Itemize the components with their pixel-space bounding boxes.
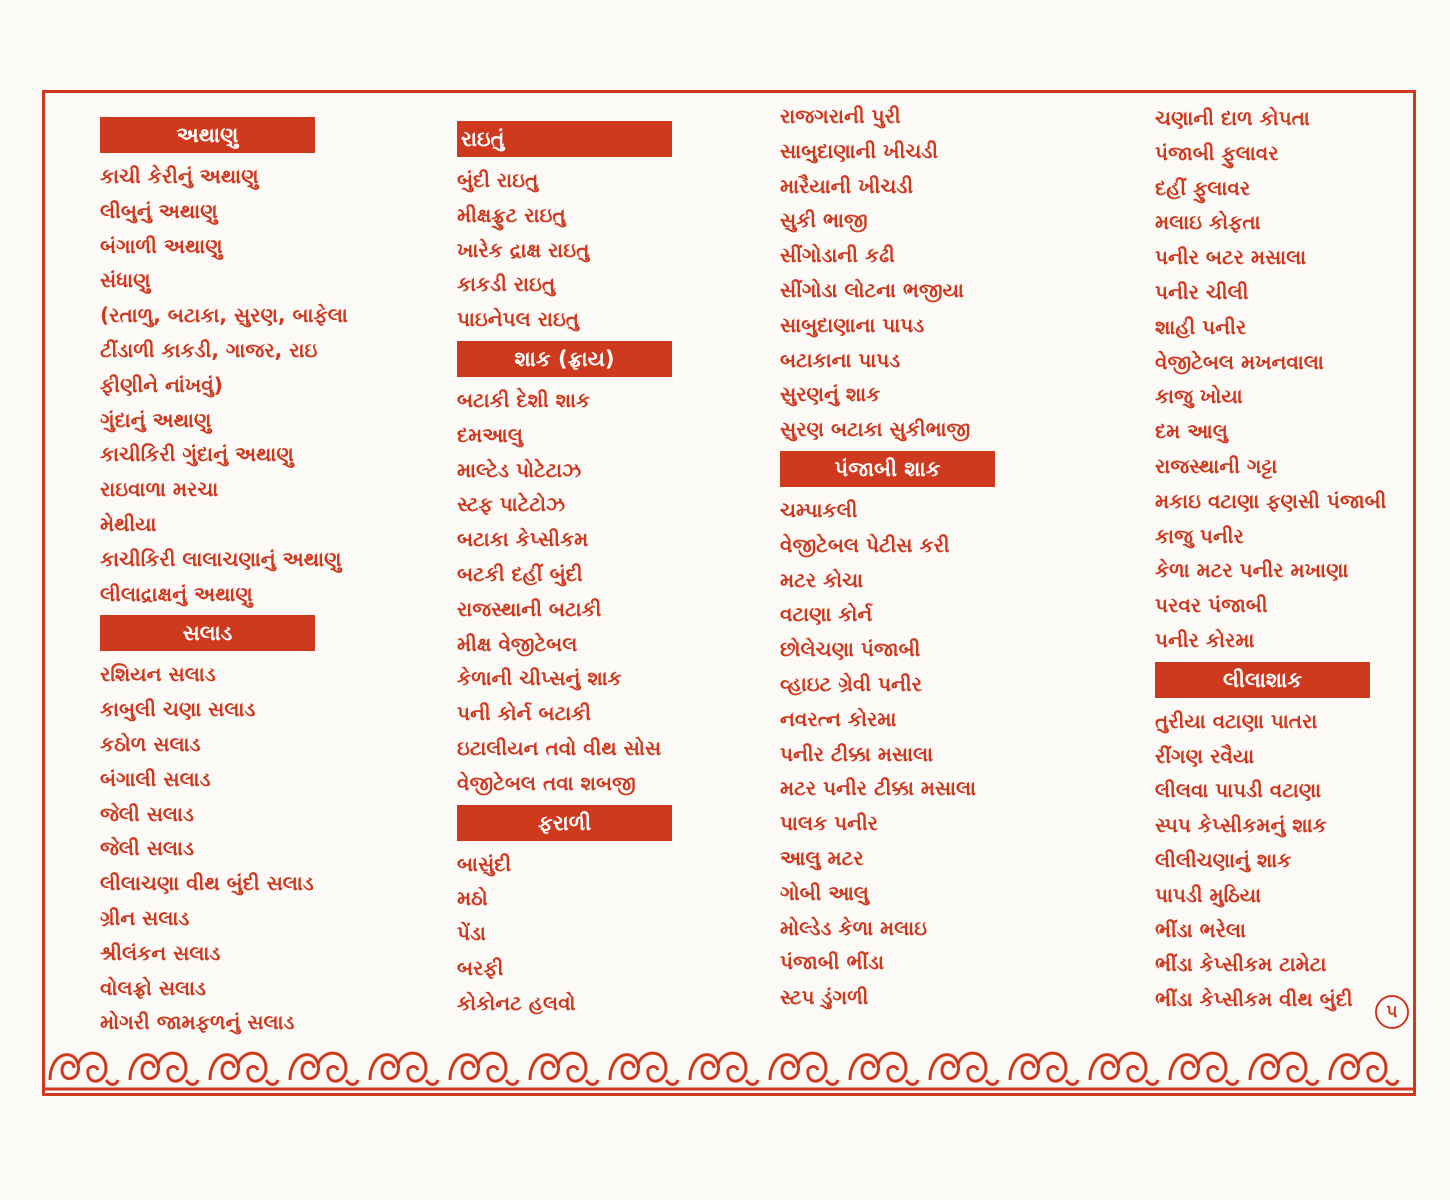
list-item: પાઇનેપલ રાઇતુ: [457, 307, 580, 332]
list-item: પરવર પંજાબી: [1155, 593, 1268, 618]
list-item: બટાકી દેશી શાક: [457, 387, 591, 412]
list-item: બટાકા કેપ્સીકમ: [457, 527, 589, 552]
list-item: કેળા મટર પનીર મખાણા: [1155, 558, 1349, 583]
list-farali: [457, 847, 672, 1021]
list-item: શાહી પનીર: [1155, 314, 1247, 339]
list-item: તુરીયા વટાણા પાતરા: [1155, 708, 1318, 733]
list-item: જેલી સલાડ: [100, 801, 194, 826]
list-item: મેથીયા: [100, 511, 157, 536]
list-item: ભીંડા કેપ્સીકમ વીથ બુંદી: [1155, 987, 1353, 1012]
section-header-farali: ફરાળી: [457, 805, 672, 841]
list-item: લીલીચણાનું શાક: [1155, 847, 1292, 872]
list-item: ચમ્પાકલી: [780, 497, 858, 522]
list-item: કાચી કેરીનું અથાણુ: [100, 164, 259, 188]
list-item: રાજગરાની પુરી: [780, 104, 901, 128]
list-item: સાબુદાણાની ખીચડી: [780, 138, 939, 163]
page-number-badge: ૫: [1375, 995, 1409, 1029]
list-item: સંધાણુ: [100, 268, 151, 293]
list-item: સીંગોડાની કઢી: [780, 243, 895, 268]
list-item: મટર કોચા: [780, 567, 864, 592]
list-item: ખારેક દ્રાક્ષ રાઇતુ: [457, 237, 590, 262]
list-item: વેજીટેબલ તવા શબજી: [457, 770, 636, 795]
list-item: સ્ટફ પાટેટોઝ: [457, 492, 566, 517]
list-item: લીલાદ્રાક્ષનું અથાણુ: [100, 581, 253, 606]
list-item: મારૈયાની ખીચડી: [780, 173, 914, 198]
list-item: મીક્ષ વેજીટેબલ: [457, 631, 578, 656]
list-fry: [457, 383, 672, 801]
list-item: કાચીકિરી લાલાચણાનું અથાણુ: [100, 546, 342, 571]
list-item: મટર પનીર ટીક્કા મસાલા: [780, 776, 977, 801]
list-item: સુરણનું શાક: [780, 382, 881, 407]
menu-frame: [42, 90, 1416, 1096]
list-item: ભીંડા કેપ્સીકમ ટામેટા: [1155, 952, 1327, 977]
list-item: બટાકાના પાપડ: [780, 347, 901, 372]
list-farali-more: [780, 99, 995, 447]
list-item: બરફી: [457, 955, 504, 980]
list-item: આલુ મટર: [780, 845, 864, 870]
list-item: રશિયન સલાડ: [100, 662, 216, 687]
list-item: નવરત્ન કોરમા: [780, 706, 897, 731]
list-item: બંગાળી અથાણુ: [100, 233, 223, 258]
list-item: લીલવા પાપડી વટાણા: [1155, 778, 1322, 803]
list-item: મલાઇ કોફતા: [1155, 210, 1261, 235]
list-item: શ્રીલંકન સલાડ: [100, 940, 221, 965]
list-item: પનીર ચીલી: [1155, 279, 1249, 304]
list-item: પંજાબી ભીંડા: [780, 950, 885, 975]
section-header-pickles: અથાણુ: [100, 117, 315, 153]
list-item: ગુંદાનું અથાણુ: [100, 407, 212, 432]
column-3: [780, 99, 995, 1015]
list-item: મોગરી જામફળનું સલાડ: [100, 1010, 295, 1035]
list-item: વ્હાઇટ ગ્રેવી પનીર: [780, 671, 922, 696]
list-item: પંજાબી ફુલાવર: [1155, 140, 1279, 165]
section-header-raita: રાઇતું: [457, 121, 672, 157]
list-item: સીંગોડા લોટના ભજીયા: [780, 277, 964, 302]
list-salad: [100, 657, 348, 1040]
list-item: વેજીટેબલ મખનવાલા: [1155, 349, 1324, 374]
list-pickles: [100, 159, 348, 611]
decorative-border-band: [44, 1040, 1414, 1092]
list-item: ફીણીને નાંખવું): [100, 372, 223, 397]
list-item: સુકી ભાજી: [780, 208, 868, 233]
list-item: વટાણા કોર્ન: [780, 602, 873, 627]
list-punjabi-more: [1155, 101, 1386, 658]
column-1: [100, 113, 348, 1040]
list-item: જેલી સલાડ: [100, 836, 194, 861]
list-item: પેંડા: [457, 921, 486, 946]
list-item: રાજસ્થાની બટાકી: [457, 596, 602, 621]
list-item: ટીંડાળી કાકડી, ગાજર, રાઇ: [100, 337, 318, 362]
list-item: બંગાલી સલાડ: [100, 766, 211, 791]
list-item: મઠો: [457, 886, 488, 911]
section-header-salad: સલાડ: [100, 615, 315, 651]
border-motifs: [50, 1053, 1398, 1084]
list-item: છોલેચણા પંજાબી: [780, 637, 921, 662]
list-item: વોલફ્રો સલાડ: [100, 975, 207, 1000]
column-4: [1155, 101, 1386, 1017]
list-item: પાલક પનીર: [780, 811, 879, 836]
list-item: ચણાની દાળ કોપતા: [1155, 106, 1310, 130]
list-item: લીલાચણા વીથ બુંદી સલાડ: [100, 871, 314, 896]
list-item: લીબુનું અથાણુ: [100, 198, 218, 223]
list-punjabi: [780, 493, 995, 1015]
list-item: ગ્રીન સલાડ: [100, 905, 190, 930]
list-item: સુરણ બટાકા સુકીભાજી: [780, 417, 971, 442]
list-item: કોકોનટ હલવો: [457, 990, 576, 1015]
list-item: મોલ્ડેડ કેળા મલાઇ: [780, 915, 928, 940]
section-header-punjabi: પંજાબી શાક: [780, 451, 995, 487]
section-header-fry: શાક (ફ્રાય): [457, 341, 672, 377]
list-item: કાચીકિરી ગુંદાનું અથાણુ: [100, 442, 294, 467]
list-item: મકાઇ વટાણા ફણસી પંજાબી: [1155, 488, 1387, 513]
list-item: પનીર ટીક્કા મસાલા: [780, 741, 933, 766]
list-item: બુંદી રાઇતુ: [457, 168, 539, 192]
list-item: ગોબી આલુ: [780, 880, 869, 905]
column-2: [457, 117, 672, 1021]
list-item: રીંગણ રવૈયા: [1155, 743, 1255, 768]
list-item: રાઇવાળા મરચા: [100, 477, 219, 502]
list-item: કાજુ પનીર: [1155, 523, 1244, 548]
list-item: બટકી દહીં બુંદી: [457, 561, 583, 586]
list-greens: [1155, 704, 1386, 1017]
list-item: દમ આલુ: [1155, 419, 1228, 444]
list-item: કાબુલી ચણા સલાડ: [100, 697, 256, 722]
list-item: કાકડી રાઇતુ: [457, 272, 556, 297]
list-raita: [457, 163, 672, 337]
list-item: પનીર કોરમા: [1155, 627, 1255, 652]
list-item: માલ્ટેડ પોટેટાઝ: [457, 457, 582, 482]
list-item: (રતાળુ, બટાકા, સુરણ, બાફેલા: [100, 303, 348, 328]
list-item: કાજુ ખોયા: [1155, 384, 1243, 409]
list-item: રાજસ્થાની ગટ્ટા: [1155, 453, 1278, 478]
list-item: સ્પપ કેપ્સીકમનું શાક: [1155, 813, 1327, 838]
list-item: પાપડી મુઠિયા: [1155, 882, 1262, 907]
list-item: મીક્ષફ્રુટ રાઇતુ: [457, 202, 566, 227]
section-header-greens: લીલાશાક: [1155, 662, 1370, 698]
list-item: કેળાની ચીપ્સનું શાક: [457, 666, 622, 691]
list-item: ભીંડા ભરેલા: [1155, 917, 1246, 942]
list-item: પની કોર્ન બટાકી: [457, 701, 591, 726]
list-item: બાસુંદી: [457, 851, 512, 876]
list-item: કઠોળ સલાડ: [100, 731, 201, 756]
list-item: વેજીટેબલ પેટીસ કરી: [780, 532, 950, 557]
list-item: પનીર બટર મસાલા: [1155, 245, 1307, 270]
list-item: સ્ટપ ડુંગળી: [780, 985, 869, 1010]
list-item: સાબુદાણાના પાપડ: [780, 312, 925, 337]
list-item: દહીં ફુલાવર: [1155, 175, 1251, 200]
list-item: ઇટાલીયન તવો વીથ સોસ: [457, 735, 662, 760]
list-item: દમઆલુ: [457, 422, 523, 447]
